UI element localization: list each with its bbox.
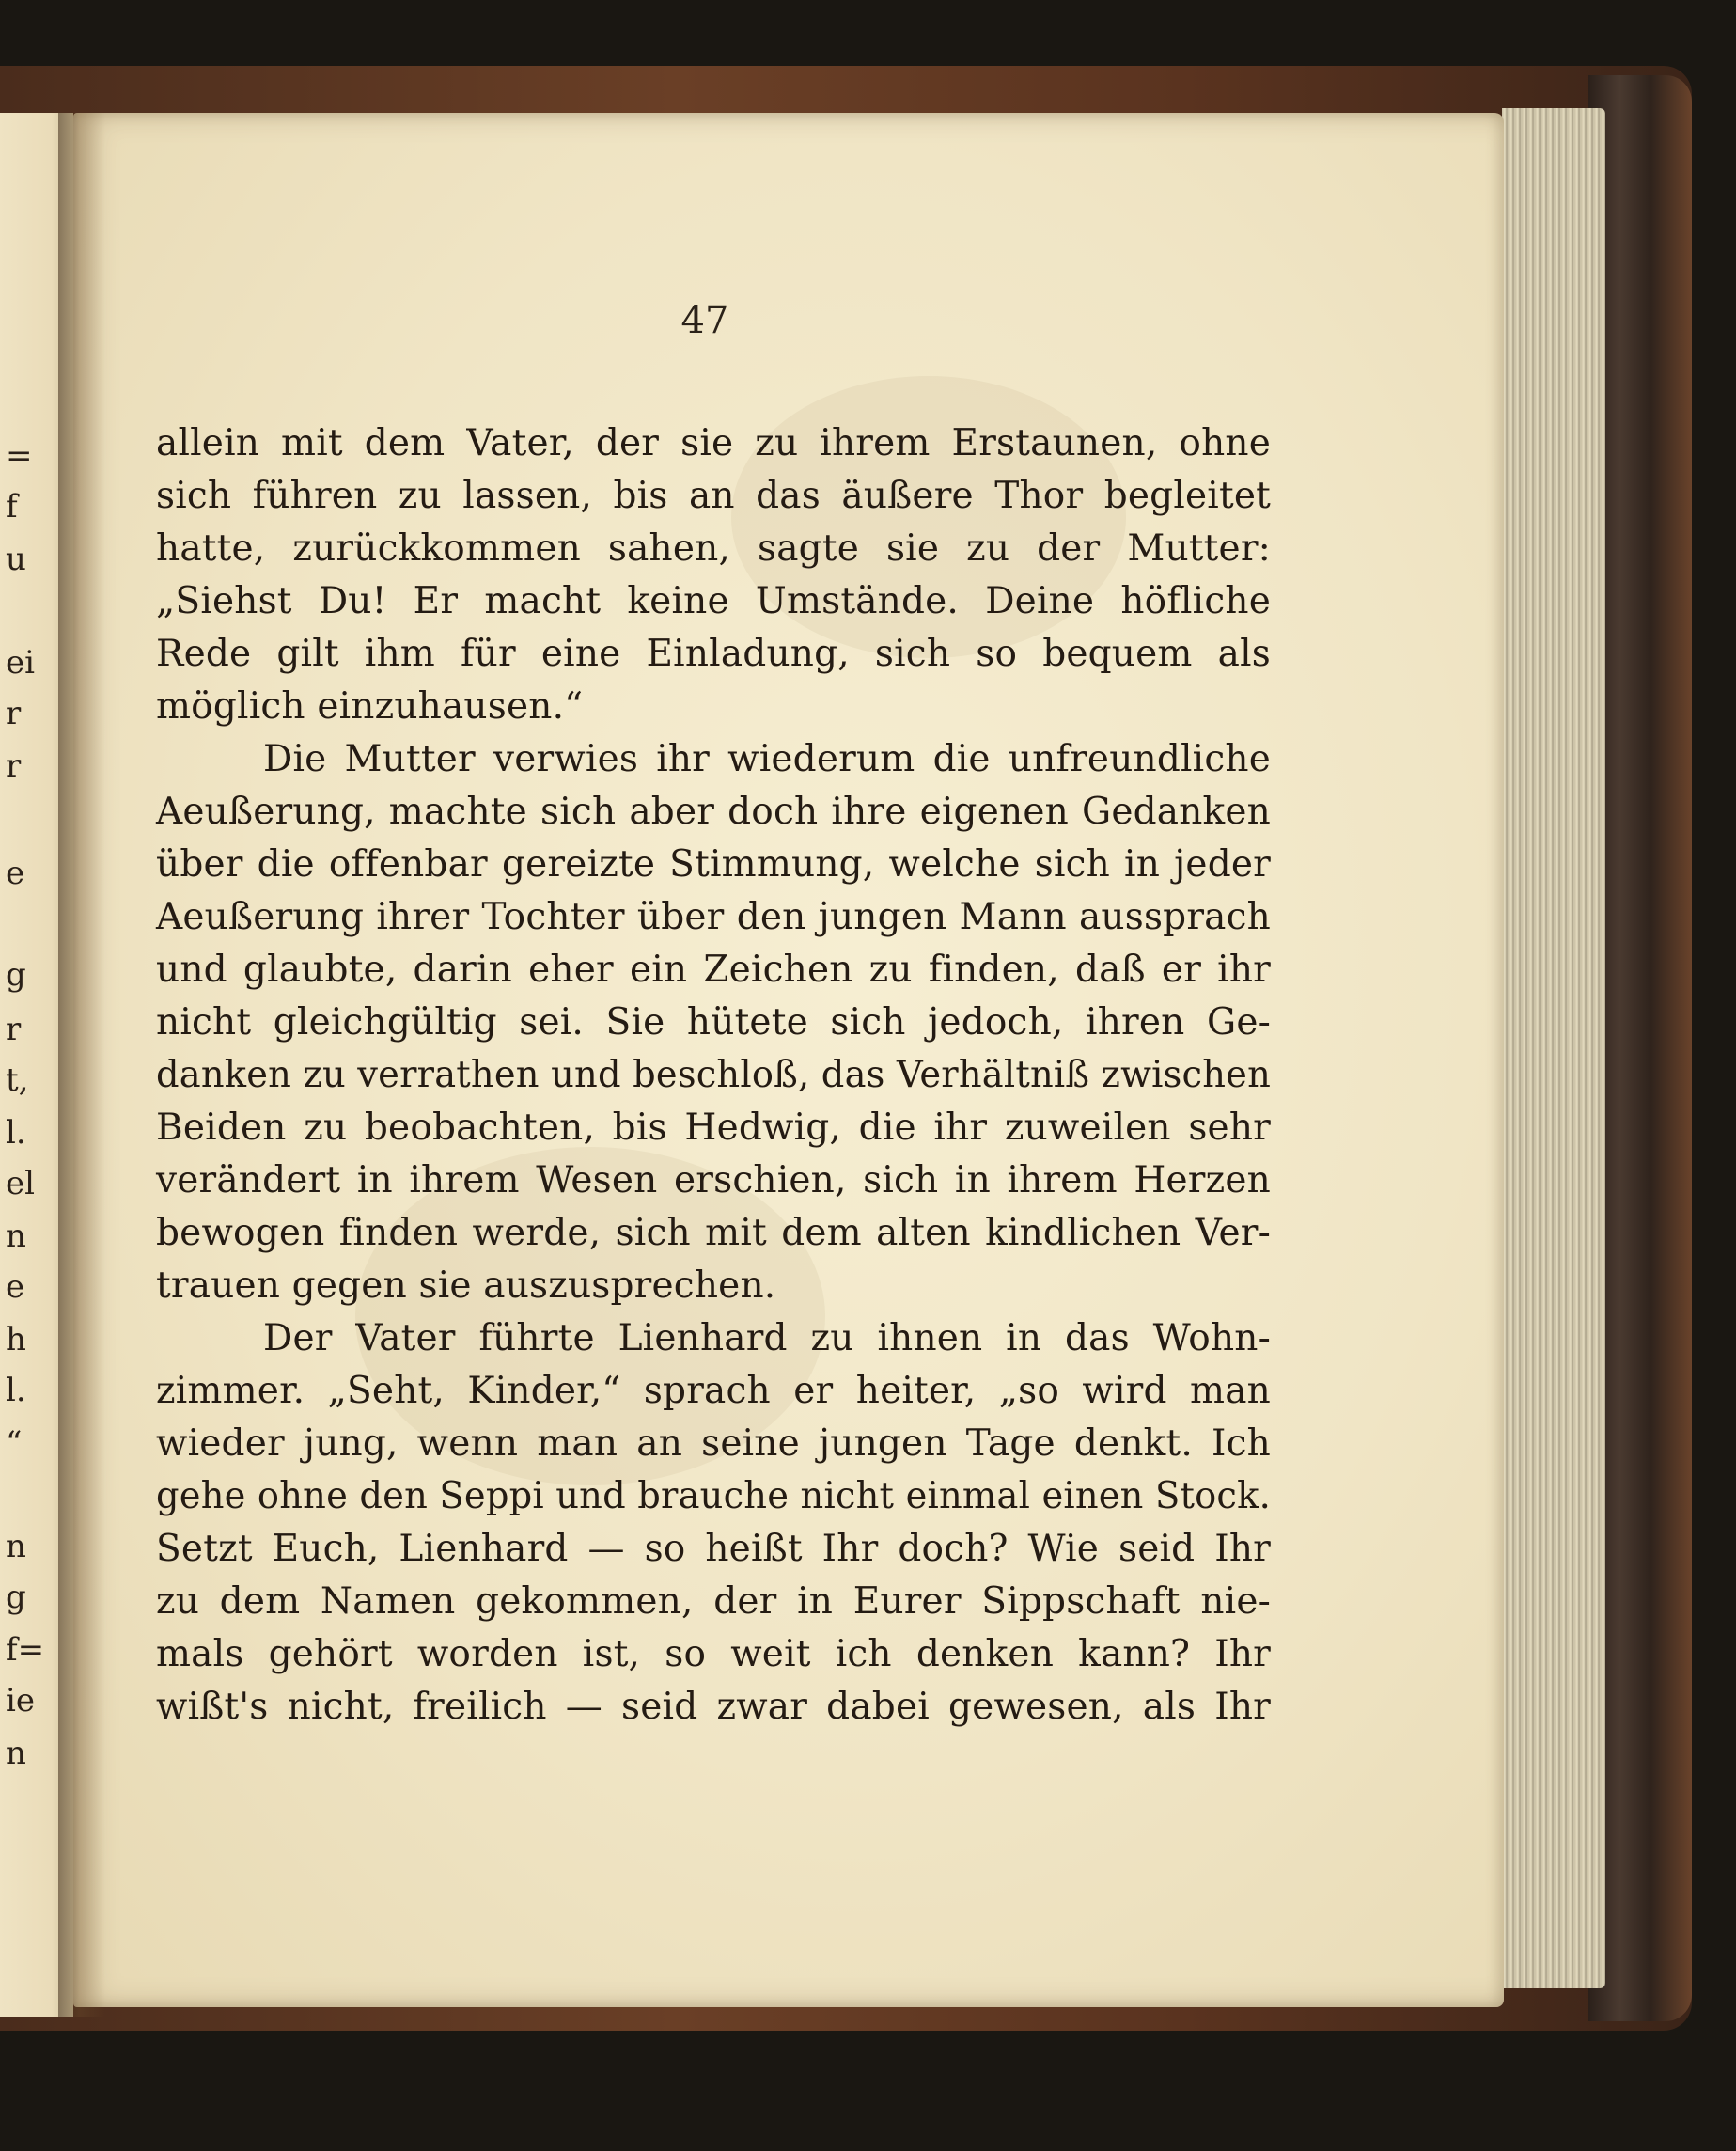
left-fragment: l. <box>6 1372 26 1409</box>
left-fragment: el <box>6 1165 35 1202</box>
left-fragment: r <box>6 747 22 785</box>
text-line: Der Vater führte Lienhard zu ihnen in das Wohn- <box>263 1317 1271 1359</box>
text-line: „Siehst Du! Er macht keine Umstände. Deine höfliche <box>156 580 1271 622</box>
text-line: und glaubte, darin eher ein Zeichen zu finden, daß er ihr <box>156 949 1271 991</box>
text-line: sich führen zu lassen, bis an das äußere Thor begleitet <box>156 475 1271 517</box>
left-fragment: u <box>6 541 26 578</box>
left-fragment: f <box>6 488 18 526</box>
text-line: zu dem Namen gekommen, der in Eurer Sippschaft nie- <box>156 1580 1271 1623</box>
left-fragment: ie <box>6 1682 35 1719</box>
left-fragment: t, <box>6 1061 29 1099</box>
text-line: danken zu verrathen und beschloß, das Verhältniß zwischen <box>156 1054 1271 1096</box>
text-line: wißt's nicht, freilich — seid zwar dabei gewesen, als Ihr <box>156 1686 1271 1728</box>
left-fragment: r <box>6 695 22 732</box>
text-line: Aeußerung ihrer Tochter über den jungen Mann aussprach <box>156 896 1271 938</box>
text-line: wieder jung, wenn man an seine jungen Tage denkt. Ich <box>156 1422 1271 1465</box>
left-fragment: h <box>6 1321 26 1358</box>
text-line: allein mit dem Vater, der sie zu ihrem Erstaunen, ohne <box>156 422 1271 464</box>
text-line: möglich einzuhausen.“ <box>156 685 584 728</box>
page-number: 47 <box>680 299 729 342</box>
left-fragment: n <box>6 1528 26 1565</box>
text-line: bewogen finden werde, sich mit dem alten kindlichen Ver- <box>156 1212 1271 1254</box>
text-line: gehe ohne den Seppi und brauche nicht einmal einen Stock. <box>156 1475 1271 1517</box>
left-fragment: n <box>6 1735 26 1772</box>
left-fragment: l. <box>6 1114 26 1152</box>
left-fragment: g <box>6 956 26 994</box>
text-line: Die Mutter verwies ihr wiederum die unfreundliche <box>263 738 1271 780</box>
text-line: Aeußerung, machte sich aber doch ihre eigenen Gedanken <box>156 791 1271 833</box>
text-line: über die offenbar gereizte Stimmung, welche sich in jeder <box>156 843 1271 886</box>
text-line: nicht gleichgültig sei. Sie hütete sich jedoch, ihren Ge- <box>156 1001 1271 1044</box>
left-fragment: e <box>6 1268 25 1306</box>
text-line: mals gehört worden ist, so weit ich denken kann? Ihr <box>156 1633 1271 1675</box>
text-line: Rede gilt ihm für eine Einladung, sich so bequem als <box>156 633 1271 675</box>
left-fragment: n <box>6 1217 26 1255</box>
left-fragment: = <box>6 437 33 475</box>
text-line: Beiden zu beobachten, bis Hedwig, die ihr zuweilen sehr <box>156 1107 1271 1149</box>
left-fragment: “ <box>6 1424 23 1462</box>
text-line: verändert in ihrem Wesen erschien, sich in ihrem Herzen <box>156 1159 1271 1201</box>
page-edges <box>1502 108 1605 1988</box>
text-line: hatte, zurückkommen sahen, sagte sie zu der Mutter: <box>156 527 1271 570</box>
text-line: zimmer. „Seht, Kinder,“ sprach er heiter, „so wird man <box>156 1370 1271 1412</box>
left-fragment: r <box>6 1011 22 1048</box>
gutter-shadow <box>58 113 105 2017</box>
left-fragment: f= <box>6 1631 45 1669</box>
left-fragment: ei <box>6 644 35 682</box>
text-line: trauen gegen sie auszusprechen. <box>156 1264 776 1307</box>
text-line: Setzt Euch, Lienhard — so heißt Ihr doch? Wie seid Ihr <box>156 1528 1271 1570</box>
left-fragment: e <box>6 855 25 892</box>
left-fragment: g <box>6 1578 26 1616</box>
